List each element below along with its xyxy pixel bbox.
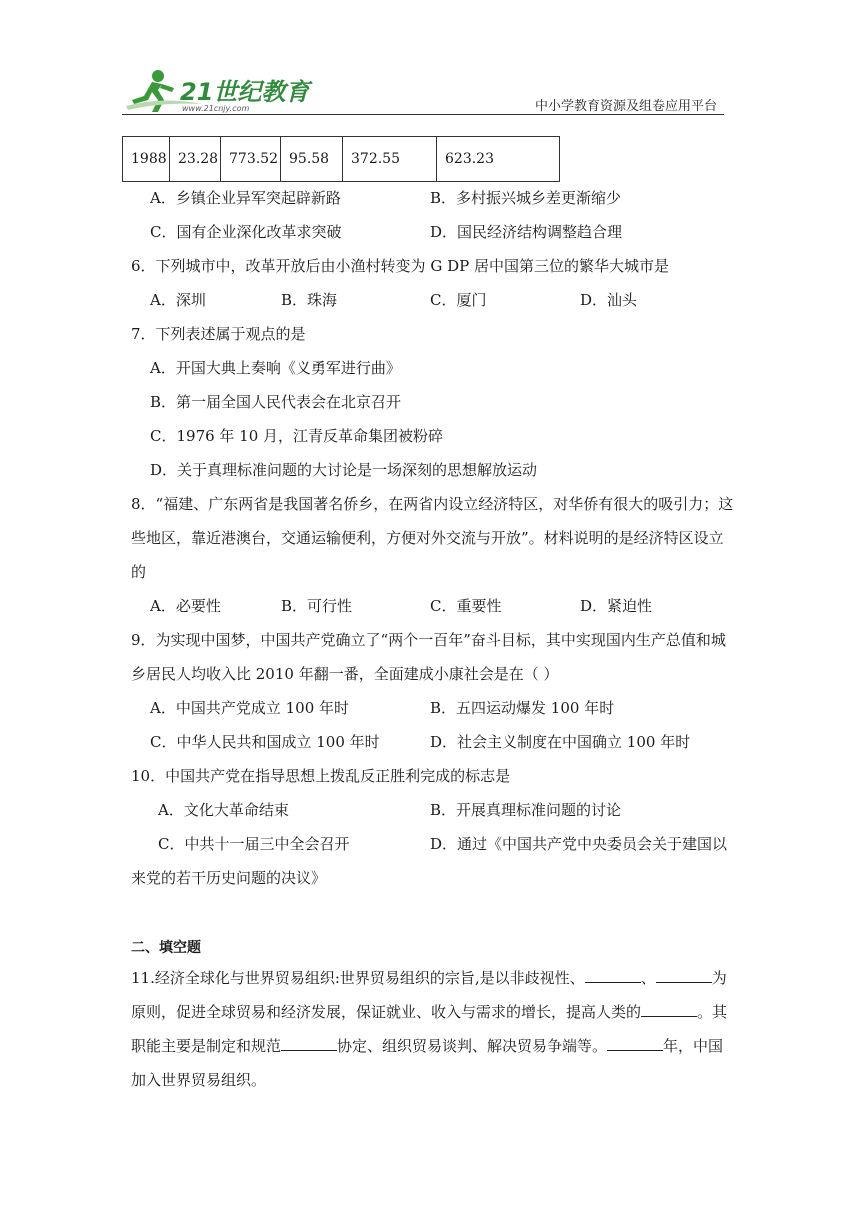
table-cell: 372.55 — [343, 137, 437, 182]
section-title-fill-in: 二、填空题 — [131, 940, 201, 956]
q11-blank-3 — [641, 1002, 697, 1017]
q11-blank-4 — [281, 1036, 337, 1051]
table-cell: 623.23 — [437, 137, 560, 182]
q8-stem-line1: 8．“福建、广东两省是我国著名侨乡，在两省内设立经济特区，对华侨有很大的吸引力；这 — [131, 495, 734, 513]
q11-text: 。其 — [697, 1003, 728, 1021]
q11-text: 为 — [711, 969, 727, 987]
q10-option-d: D．通过《中国共产党中央委员会关于建国以 — [430, 835, 728, 853]
q7-option-c: C．1976 年 10 月，江青反革命集团被粉碎 — [150, 427, 444, 445]
q5-option-b: B．多村振兴城乡差更渐缩少 — [430, 189, 622, 207]
q11-blank-2 — [656, 968, 712, 983]
q11-blank-5 — [607, 1036, 663, 1051]
q9-option-a: A．中国共产党成立 100 年时 — [150, 699, 350, 717]
header-platform-name: 中小学教育资源及组卷应用平台 — [535, 99, 718, 114]
q7-option-b: B．第一届全国人民代表会在北京召开 — [150, 393, 402, 411]
q11-line1 — [131, 968, 727, 988]
q6-option-c: C．厦门 — [430, 291, 487, 309]
q9-option-d: D．社会主义制度在中国确立 100 年时 — [430, 733, 691, 751]
site-logo — [122, 66, 310, 116]
q8-stem-line2: 些地区，靠近港澳台，交通运输便利，方便对外交流与开放”。材料说明的是经济特区设立 — [131, 529, 724, 547]
q5-option-d: D．国民经济结构调整趋合理 — [430, 223, 623, 241]
q5-option-a: A．乡镇企业异军突起辟新路 — [150, 189, 341, 207]
svg-text:21世纪教育: 21世纪教育 — [180, 78, 310, 106]
data-table — [122, 136, 560, 182]
q11-text: 职能主要是制定和规范 — [131, 1037, 282, 1055]
q8-option-b: B．可行性 — [281, 597, 353, 615]
q10-option-d-continued: 来党的若干历史问题的决议》 — [131, 869, 327, 887]
q10-option-b: B．开展真理标准问题的讨论 — [430, 801, 622, 819]
q9-option-b: B．五四运动爆发 100 年时 — [430, 699, 615, 717]
q10-option-a: A．文化大革命结束 — [158, 801, 289, 819]
q11-line4: 加入世界贸易组织。 — [131, 1071, 267, 1089]
q11-line3 — [131, 1036, 723, 1056]
q11-text: 协定、组织贸易谈判、解决贸易争端等。 — [337, 1037, 608, 1055]
table-cell: 1988 — [123, 137, 170, 182]
q8-option-c: C．重要性 — [430, 597, 502, 615]
q8-option-a: A．必要性 — [150, 597, 221, 615]
q8-stem-line3: 的 — [131, 563, 147, 581]
q11-text: 、 — [640, 969, 656, 987]
header-divider — [122, 114, 724, 115]
table-cell: 95.58 — [281, 137, 343, 182]
svg-text:www.21cnjy.com: www.21cnjy.com — [182, 104, 250, 113]
q11-text: 11.经济全球化与世界贸易组织:世界贸易组织的宗旨,是以非歧视性、 — [131, 969, 585, 987]
q11-text: 原则，促进全球贸易和经济发展，保证就业、收入与需求的增长，提高人类的 — [131, 1003, 642, 1021]
q6-option-a: A．深圳 — [150, 291, 206, 309]
q11-line2 — [131, 1002, 727, 1022]
q6-stem: 6．下列城市中，改革开放后由小渔村转变为 G DP 居中国第三位的繁华大城市是 — [131, 257, 669, 275]
q7-option-d: D．关于真理标准问题的大讨论是一场深刻的思想解放运动 — [150, 461, 538, 479]
q10-stem: 10．中国共产党在指导思想上拨乱反正胜利完成的标志是 — [131, 767, 511, 785]
table-cell: 23.28 — [170, 137, 221, 182]
q6-option-d: D．汕头 — [580, 291, 638, 309]
q11-blank-1 — [585, 968, 641, 983]
q10-option-c: C．中共十一届三中全会召开 — [158, 835, 350, 853]
q9-option-c: C．中华人民共和国成立 100 年时 — [150, 733, 380, 751]
q7-option-a: A．开国大典上奏响《义勇军进行曲》 — [150, 359, 401, 377]
table-row — [123, 137, 560, 182]
q9-stem-line1: 9．为实现中国梦，中国共产党确立了“两个一百年”奋斗目标，其中实现国内生产总值和城 — [131, 631, 726, 649]
q11-text: 年，中国 — [663, 1037, 724, 1055]
q8-option-d: D．紧迫性 — [580, 597, 653, 615]
q5-option-c: C．国有企业深化改革求突破 — [150, 223, 342, 241]
q7-stem: 7．下列表述属于观点的是 — [131, 325, 306, 343]
table-cell: 773.52 — [221, 137, 281, 182]
q6-option-b: B．珠海 — [281, 291, 338, 309]
q9-stem-line2: 乡居民人均收入比 2010 年翻一番，全面建成小康社会是在（ ） — [131, 665, 559, 683]
